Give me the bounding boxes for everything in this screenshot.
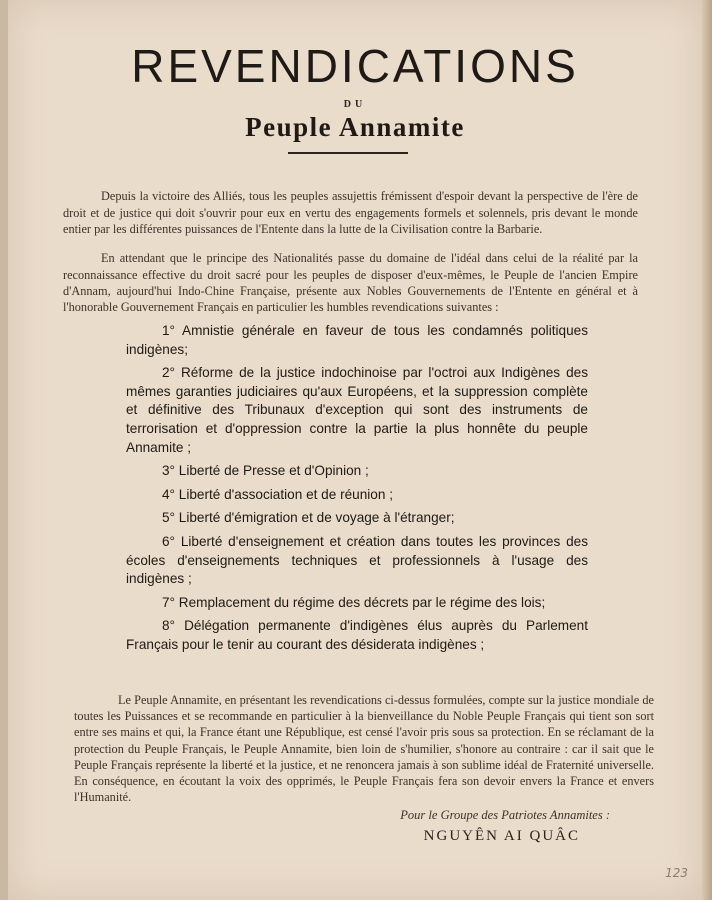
- demand-text: Liberté d'émigration et de voyage à l'étranger;: [178, 510, 455, 526]
- demand-number: 1°: [162, 323, 175, 338]
- intro-paragraph-2: En attendant que le principe des Nationalités passe du domaine de l'idéal dans celui de la réalité par la reconnaissance effective du droit sacré pour les peuples de disposer d'eux-mêmes, le Peuple de l'ancien Empire d'Annam, aujourd'hui Indo-Chine Française, présente aux Nobles Gouvernements de l'Entente en général et à l'honorable Gouvernement Français en particulier les humbles revendications suivantes :: [63, 251, 638, 314]
- demand-text: Amnistie générale en faveur de tous les condamnés politiques indigènes;: [126, 323, 589, 357]
- document-title: REVENDICATIONS: [131, 40, 579, 92]
- demand-number: 8°: [162, 618, 175, 634]
- demand-item: [126, 462, 588, 481]
- closing-paragraph: Le Peuple Annamite, en présentant les revendications ci-dessus formulées, compte sur la justice mondiale de toutes les Puissances et se recommande en particulier à la bienveillance du Noble Peuple Français qui tient son sort entre ses mains et qui, la France étant une République, est censé l'avoir pris sous sa protection. En se réclamant de la protection du Peuple Français, le Peuple Annamite, bien loin de s'humilier, s'honore au contraire : car il sait que le Peuple Français représente la liberté et la justice, et ne renoncera jamais à son sublime idéal de Fraternité universelle. En conséquence, en écoutant la voix des opprimés, le Peuple Français fera son devoir envers la France et envers l'Humanité.: [74, 693, 654, 804]
- demand-item: [126, 322, 588, 359]
- demand-text: Remplacement du régime des décrets par le régime des lois;: [178, 594, 546, 610]
- pencil-annotation: 123: [665, 866, 688, 880]
- demand-text: Délégation permanente d'indigènes élus auprès du Parlement Français pour le tenir au courant des désiderata indigènes ;: [126, 618, 588, 652]
- title-rule: [288, 152, 408, 154]
- demand-text: Liberté d'association et de réunion ;: [178, 486, 393, 502]
- signature-line: Pour le Groupe des Patriotes Annamites :: [400, 808, 610, 822]
- demands-list: [126, 322, 588, 660]
- demand-item: [126, 533, 588, 589]
- demand-item: [126, 486, 588, 505]
- title-connector: DU: [343, 99, 367, 110]
- demand-item: [126, 594, 588, 613]
- demand-number: 2°: [162, 365, 175, 381]
- signature-name: NGUYÊN AI QUÂC: [423, 828, 580, 844]
- demand-text: Liberté de Presse et d'Opinion ;: [178, 463, 369, 479]
- page-edge: [702, 0, 712, 900]
- demand-item: [126, 364, 588, 457]
- demand-item: [126, 617, 588, 654]
- demand-text: Liberté d'enseignement et création dans toutes les provinces des écoles d'enseignements techniques et professionnels à l'usage des indigènes ;: [126, 533, 589, 587]
- demand-number: 7°: [162, 594, 175, 610]
- demand-text: Réforme de la justice indochinoise par l'octroi aux Indigènes des mêmes garanties judiciaires qu'aux Européens, et la suppression complète et définitive des Tribunaux d'exception qui sont des instruments de terrorisation et d'oppression contre la partie la plus honnête du peuple Annamite ;: [126, 365, 589, 455]
- demand-number: 6°: [162, 533, 175, 549]
- document-page: [8, 0, 702, 900]
- demand-number: 5°: [162, 510, 175, 526]
- demand-number: 3°: [162, 463, 175, 479]
- demand-number: 4°: [162, 486, 175, 502]
- demand-item: [126, 509, 588, 528]
- document-subtitle: Peuple Annamite: [245, 112, 465, 142]
- intro-paragraph-1: Depuis la victoire des Alliés, tous les peuples assujettis frémissent d'espoir devant la perspective de l'ère de droit et de justice qui doit s'ouvrir pour eux en vertu des engagements formels et solennels, pris devant le monde entier par les différentes puissances de l'Entente dans la lutte de la Civilisation contre la Barbarie.: [63, 189, 638, 236]
